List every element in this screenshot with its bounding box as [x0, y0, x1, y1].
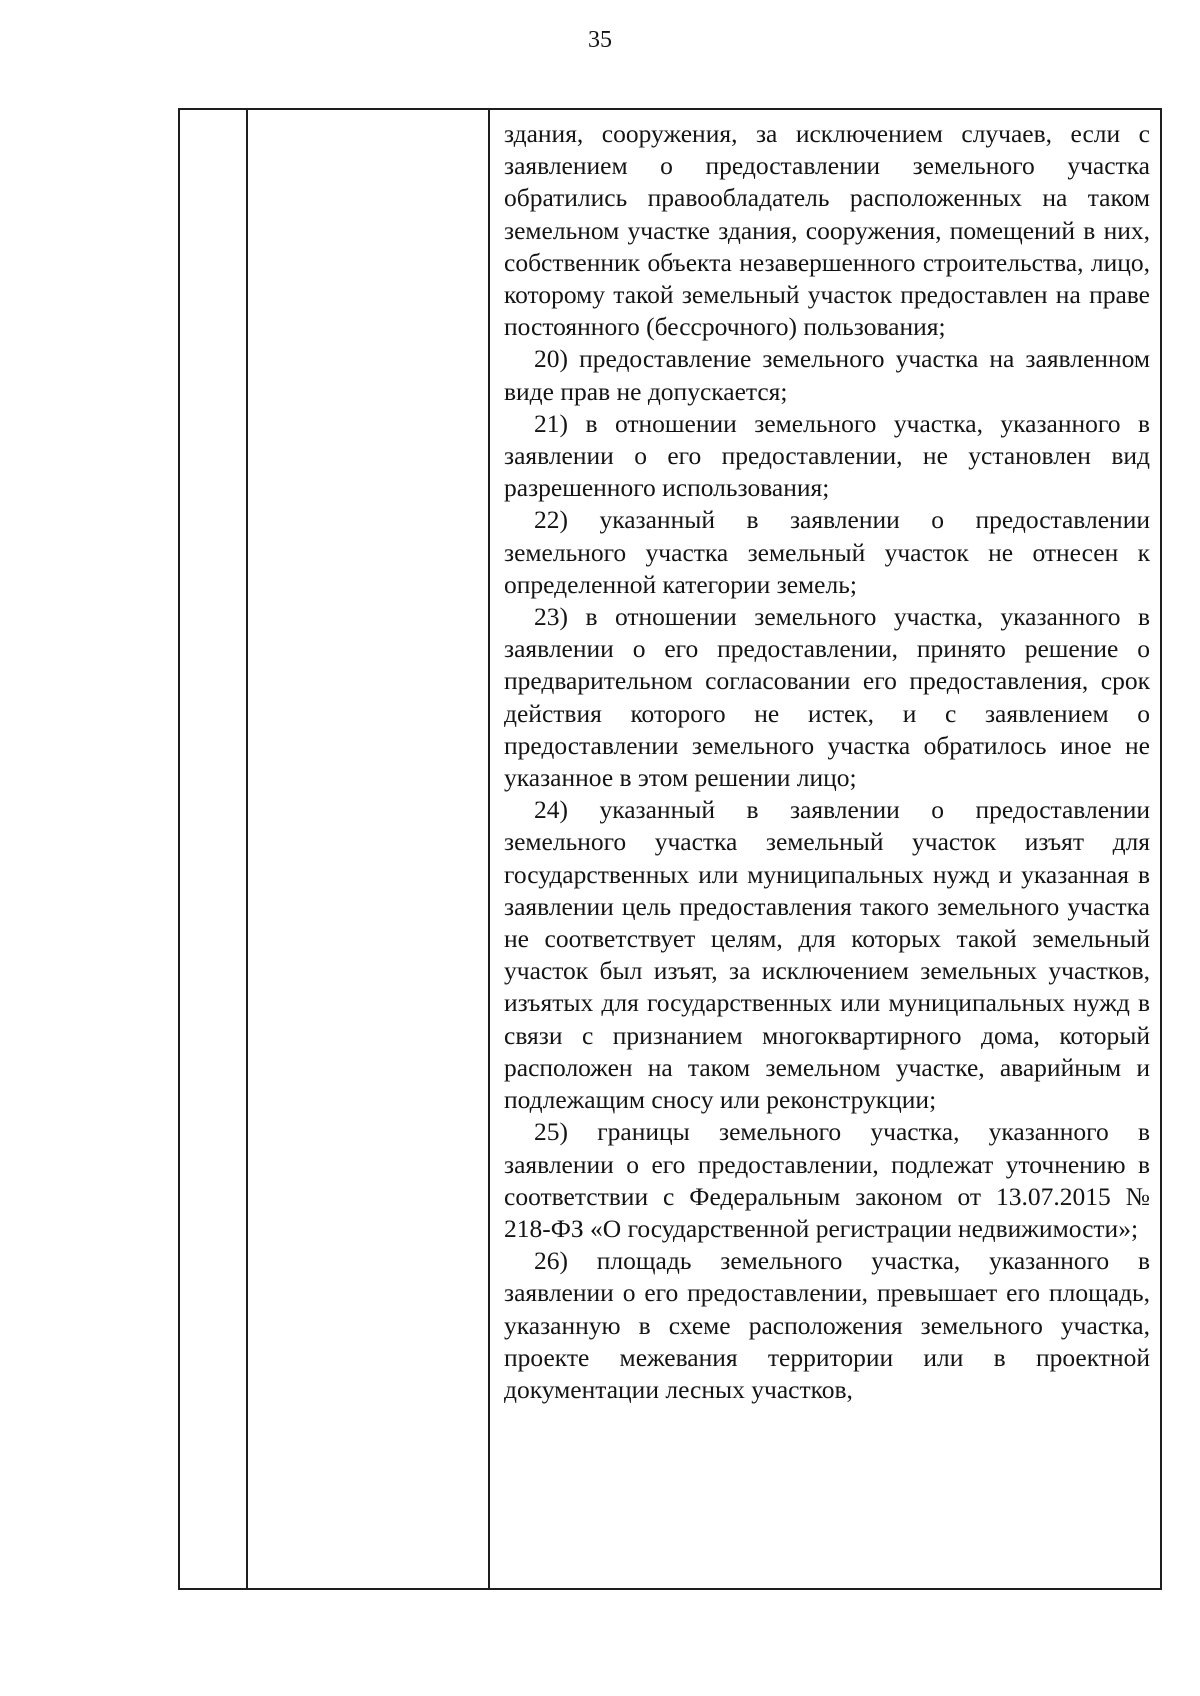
table-column-text — [490, 110, 1160, 1588]
page-number: 35 — [588, 27, 612, 53]
paragraph-continuation: здания, сооружения, за исключением случаев, если с заявлением о предоставлении земельного участка обратились правообладатель расположенных на таком земельном участке здания, сооружения, помещений в них, собственник объекта незавершенного строительства, лицо, которому такой земельный участок предоставлен на праве постоянного (бессрочного) пользования; — [504, 119, 1150, 342]
list-item-25: 25) границы земельного участка, указанного в заявлении о его предоставлении, подлежат уточнению в соответствии с Федеральным законом от 13.07.2015 № 218-ФЗ «О государственной регистрации недвижимости»; — [504, 1117, 1150, 1243]
document-table — [178, 108, 1162, 1590]
list-item-23: 23) в отношении земельного участка, указанного в заявлении о его предоставлении, принято решение о предварительном согласовании его предоставления, срок действия которого не истек, и с заявлением о предоставлении земельного участка обратилось иное не указанное в этом решении лицо; — [504, 602, 1150, 793]
table-column-name — [248, 110, 490, 1588]
table-column-number — [180, 110, 248, 1588]
list-item-21: 21) в отношении земельного участка, указанного в заявлении о его предоставлении, не установлен вид разрешенного использования; — [504, 408, 1150, 503]
list-item-26: 26) площадь земельного участка, указанного в заявлении о его предоставлении, превышает его площадь, указанную в схеме расположения земельного участка, проекте межевания территории или в проектной документации лесных участков, — [504, 1246, 1150, 1404]
list-item-24: 24) указанный в заявлении о предоставлении земельного участка земельный участок изъят для государственных или муниципальных нужд и указанная в заявлении цель предоставления такого земельного участка не соответствует целям, для которых такой земельный участок был изъят, за исключением земельных участков, изъятых для государственных или муниципальных нужд в связи с признанием многоквартирного дома, который расположен на таком земельном участке, аварийным и подлежащим сносу или реконструкции; — [504, 795, 1150, 1115]
list-item-20: 20) предоставление земельного участка на заявленном виде прав не допускается; — [504, 344, 1150, 406]
list-item-22: 22) указанный в заявлении о предоставлении земельного участка земельный участок не отнесен к определенной категории земель; — [504, 505, 1150, 599]
